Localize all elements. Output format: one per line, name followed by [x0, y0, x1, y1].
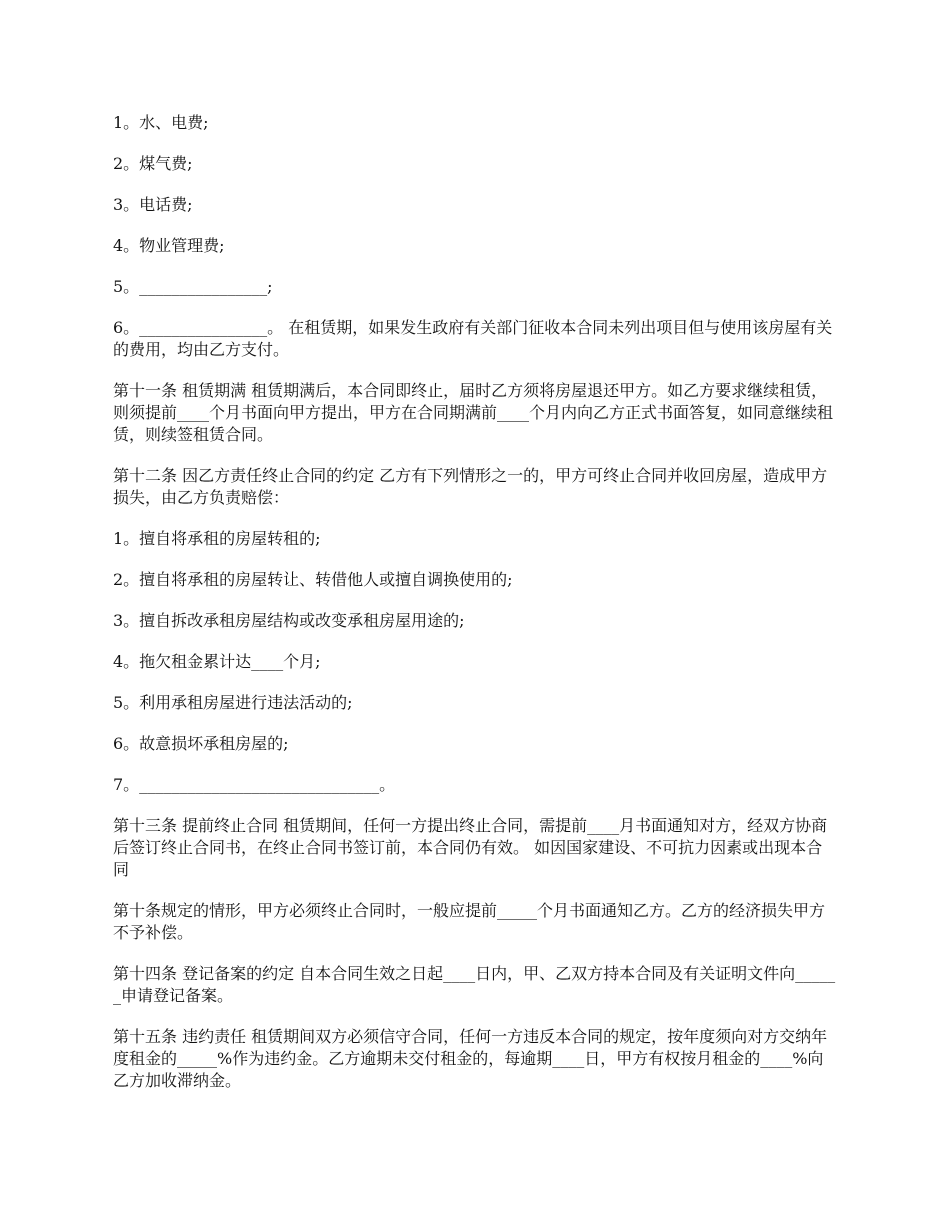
- article-15-breach-liability: 第十五条 违约责任 租赁期间双方必须信守合同，任何一方违反本合同的规定，按年度须向对方交纳年度租金的_____%作为违约金。乙方逾期未交付租金的，每逾期____日，甲方有权按月租金的____%向乙方加收滞纳金。: [113, 1027, 828, 1090]
- article-13-early-termination: 第十三条 提前终止合同 租赁期间，任何一方提出终止合同，需提前____月书面通知对方，经双方协商后签订终止合同书，在终止合同书签订前，本合同仍有效。 如因国家建设、不可抗力因素或出现本合同: [113, 816, 828, 879]
- termination-item-6: 6。故意损坏承租房屋的;: [113, 734, 289, 753]
- termination-item-1: 1。擅自将承租的房屋转租的;: [113, 529, 321, 548]
- article-12-termination-by-tenant-fault: 第十二条 因乙方责任终止合同的约定 乙方有下列情形之一的，甲方可终止合同并收回房屋，造成甲方损失，由乙方负责赔偿：: [113, 466, 828, 507]
- termination-item-3: 3。擅自拆改承租房屋结构或改变承租房屋用途的;: [113, 611, 465, 630]
- termination-item-2: 2。擅自将承租的房屋转让、转借他人或擅自调换使用的;: [113, 570, 513, 589]
- termination-item-7: 7。______________________________。: [113, 775, 396, 794]
- fee-item-property-management: 4。物业管理费;: [113, 236, 225, 255]
- article-14-registration: 第十四条 登记备案的约定 自本合同生效之日起____日内，甲、乙双方持本合同及有关证明文件向______申请登记备案。: [113, 964, 836, 1005]
- fee-item-blank-5: 5。________________;: [113, 277, 273, 296]
- fee-item-water-electricity: 1。水、电费;: [113, 113, 209, 132]
- article-11-lease-expiry: 第十一条 租赁期满 租赁期满后，本合同即终止，届时乙方须将房屋退还甲方。如乙方要求继续租赁，则须提前____个月书面向甲方提出，甲方在合同期满前____个月内向乙方正式书面答复，如同意继续租赁，则续签租赁合同。: [113, 381, 834, 444]
- termination-item-5: 5。利用承租房屋进行违法活动的;: [113, 693, 353, 712]
- article-10-reference: 第十条规定的情形，甲方必须终止合同时，一般应提前_____个月书面通知乙方。乙方的经济损失甲方不予补偿。: [113, 901, 826, 942]
- fee-item-blank-6: 6。________________。 在租赁期，如果发生政府有关部门征收本合同未列出项目但与使用该房屋有关的费用，均由乙方支付。: [113, 318, 833, 359]
- fee-item-telephone: 3。电话费;: [113, 195, 193, 214]
- termination-item-4: 4。拖欠租金累计达____个月;: [113, 652, 321, 671]
- fee-item-gas: 2。煤气费;: [113, 154, 193, 173]
- document-body: [113, 112, 838, 1111]
